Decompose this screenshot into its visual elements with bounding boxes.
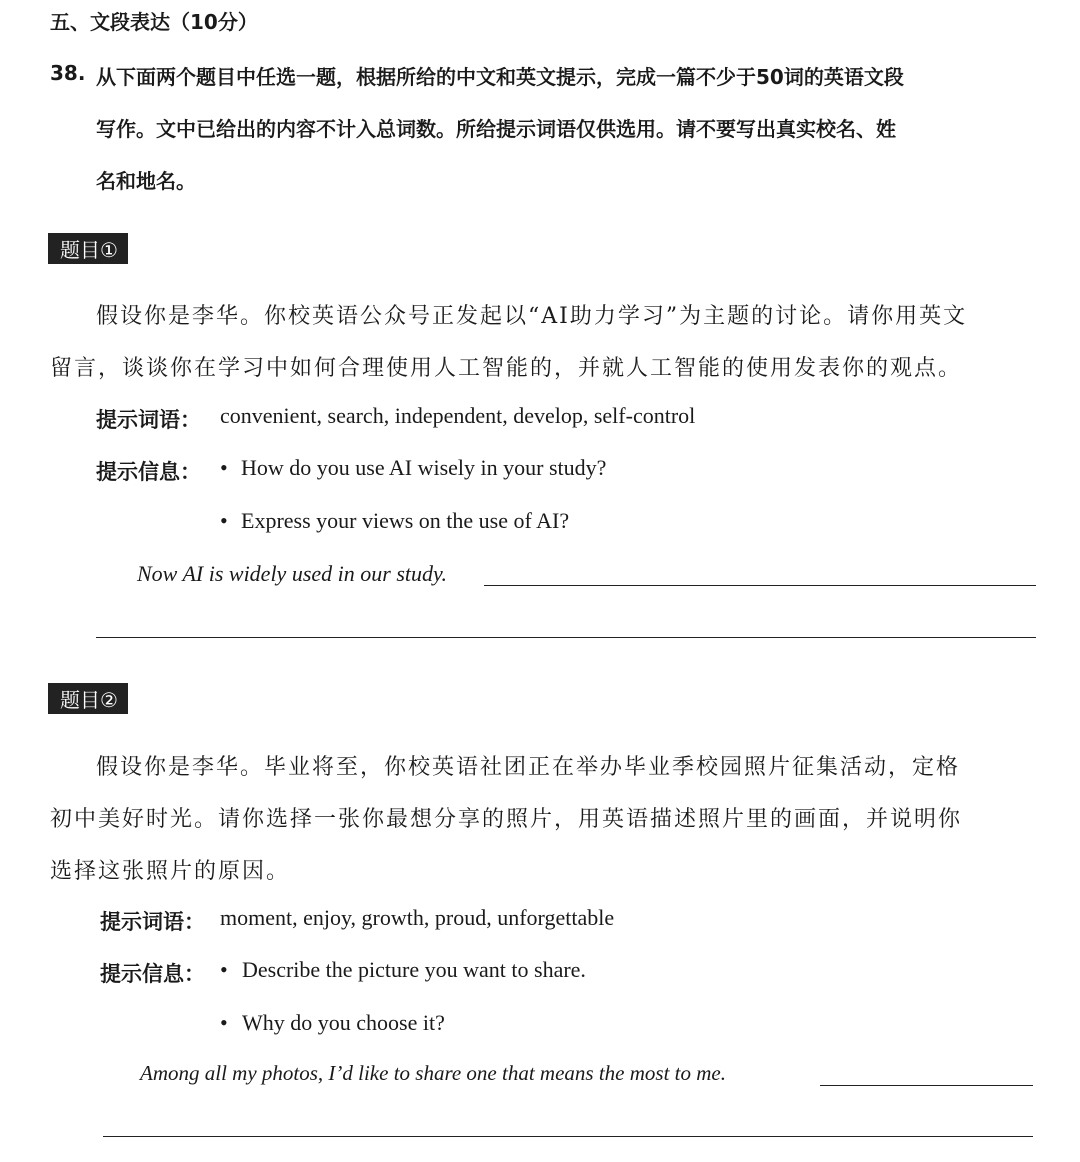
topic1-hint-words: convenient, search, independent, develop, self-control — [220, 403, 696, 428]
instruction-line-2: 写作。文中已给出的内容不计入总词数。所给提示词语仅供选用。请不要写出真实校名、姓 — [96, 117, 896, 141]
bullet-icon: • — [220, 1010, 228, 1035]
topic2-hint-words: moment, enjoy, growth, proud, unforgettable — [220, 905, 615, 930]
topic1-prompt-line-2: 留言，谈谈你在学习中如何合理使用人工智能的，并就人工智能的使用发表你的观点。 — [50, 356, 963, 381]
question-number: 38. — [50, 61, 86, 85]
topic1-bullet-1: How do you use AI wisely in your study? — [241, 455, 607, 480]
topic1-starter-sentence: Now AI is widely used in our study. — [137, 561, 448, 586]
topic2-label: 题目② — [48, 683, 128, 714]
bullet-icon: • — [220, 957, 228, 982]
topic2-hint-info-label: 提示信息： — [100, 962, 205, 986]
topic2-prompt-line-1: 假设你是李华。毕业将至，你校英语社团正在举办毕业季校园照片征集活动，定格 — [96, 755, 961, 780]
topic1-answer-line-1 — [484, 585, 1036, 586]
topic2-starter-sentence: Among all my photos, I’d like to share one that means the most to me. — [140, 1061, 726, 1085]
topic1-prompt-line-1: 假设你是李华。你校英语公众号正发起以“AI助力学习”为主题的讨论。请你用英文 — [96, 304, 968, 329]
topic1-answer-line-2 — [96, 637, 1036, 638]
topic2-bullet-1: Describe the picture you want to share. — [242, 957, 586, 982]
topic1-hint-words-label: 提示词语： — [96, 408, 201, 432]
instruction-line-3: 名和地名。 — [96, 169, 196, 193]
instruction-line-1: 从下面两个题目中任选一题，根据所给的中文和英文提示，完成一篇不少于50词的英语文段 — [96, 65, 904, 89]
topic1-bullet-2: Express your views on the use of AI? — [241, 508, 570, 533]
bullet-icon: • — [220, 455, 228, 480]
topic2-prompt-line-3: 选择这张照片的原因。 — [50, 859, 291, 884]
topic2-bullet-2: Why do you choose it? — [242, 1010, 445, 1035]
topic2-hint-words-label: 提示词语： — [100, 910, 205, 934]
bullet-icon: • — [220, 508, 228, 533]
topic2-answer-line-2 — [103, 1136, 1033, 1137]
section-header: 五、文段表达（10分） — [50, 10, 258, 34]
topic1-label: 题目① — [48, 233, 128, 264]
topic1-hint-info-label: 提示信息： — [96, 460, 201, 484]
topic2-prompt-line-2: 初中美好时光。请你选择一张你最想分享的照片，用英语描述照片里的画面，并说明你 — [50, 807, 963, 832]
topic2-answer-line-1 — [820, 1085, 1033, 1086]
